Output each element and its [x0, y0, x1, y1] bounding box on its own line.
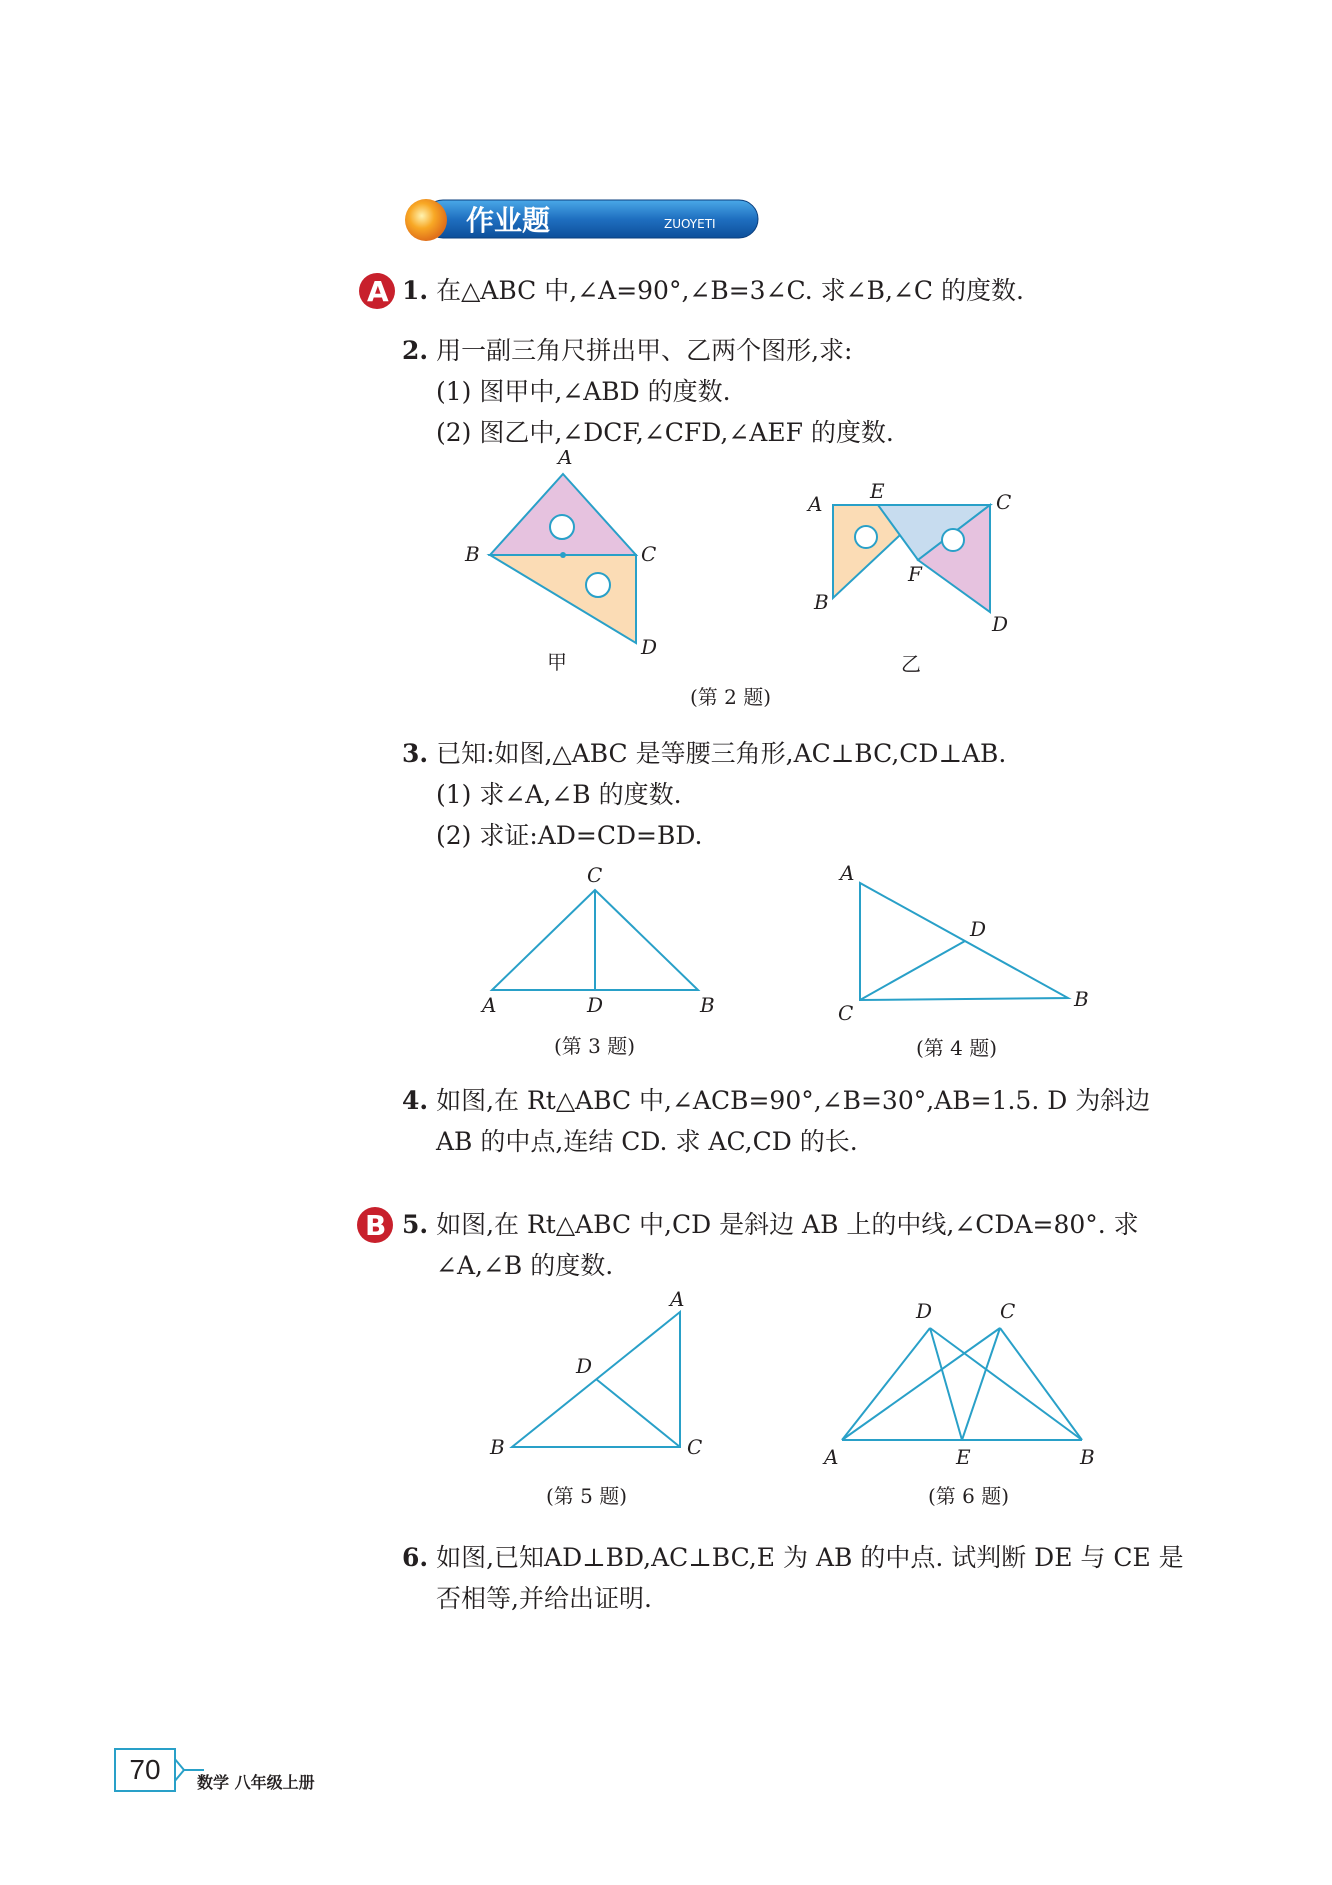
- yi-label-d: D: [992, 612, 1009, 636]
- problem-4-number: 4.: [402, 1086, 429, 1115]
- yi-hole-right: [942, 529, 964, 551]
- problem-2-sub-2: (2) 图乙中,∠DCF,∠CFD,∠AEF 的度数.: [436, 418, 894, 447]
- problem-3-sub-1: (1) 求∠A,∠B 的度数.: [436, 780, 682, 809]
- problem-5-number: 5.: [402, 1210, 429, 1239]
- section-banner: [402, 196, 762, 242]
- problem-2-number: 2.: [402, 336, 429, 365]
- sun-icon: [405, 199, 447, 241]
- fig5-label-d: D: [576, 1354, 593, 1378]
- level-a-badge: [358, 272, 396, 310]
- fig5-label-c: C: [687, 1435, 703, 1459]
- figure-6-caption: (第 6 题): [928, 1484, 1010, 1508]
- fig6-label-a: A: [824, 1445, 839, 1469]
- jia-bottom-triangle: [490, 555, 636, 643]
- fig4-label-a: A: [840, 861, 855, 885]
- problem-3: [402, 737, 1006, 771]
- problem-3-number: 3.: [402, 739, 429, 768]
- page-number: 70: [114, 1748, 176, 1792]
- figure-6: [820, 1290, 1110, 1470]
- jia-label-b: B: [465, 542, 480, 566]
- fig6-label-e: E: [956, 1445, 971, 1469]
- problem-5: [402, 1208, 1139, 1242]
- fig3-label-c: C: [587, 863, 603, 887]
- fig5-label-b: B: [490, 1435, 505, 1459]
- footer-book-title: 数学 八年级上册: [197, 1773, 315, 1792]
- figure-3-caption: (第 3 题): [554, 1034, 636, 1058]
- fig4-label-c: C: [838, 1001, 854, 1025]
- fig3-label-d: D: [587, 993, 604, 1017]
- problem-2: [402, 334, 852, 368]
- problem-1: [402, 274, 1024, 308]
- problem-6: [402, 1541, 1184, 1575]
- problem-1-number: 1.: [402, 276, 429, 305]
- problem-4-line-1: 如图,在 Rt△ABC 中,∠ACB=90°,∠B=30°,AB=1.5. D 为斜边: [436, 1086, 1151, 1115]
- figure-2-yi: [800, 480, 1040, 680]
- fig6-label-d: D: [916, 1299, 933, 1323]
- jia-label-a: A: [558, 450, 573, 469]
- jia-hole-bottom: [586, 573, 610, 597]
- figure-2-jia: [455, 450, 685, 680]
- problem-3-text: 已知:如图,△ABC 是等腰三角形,AC⊥BC,CD⊥AB.: [436, 739, 1007, 768]
- fig4-label-d: D: [970, 917, 987, 941]
- problem-6-number: 6.: [402, 1543, 429, 1572]
- banner-title: 作业题: [466, 204, 551, 237]
- figure-2-caption: (第 2 题): [690, 685, 772, 709]
- figure-4-caption: (第 4 题): [916, 1036, 998, 1060]
- level-a-label: A: [367, 275, 389, 308]
- jia-caption: 甲: [547, 650, 567, 674]
- jia-hole-top: [550, 515, 574, 539]
- fig3-label-b: B: [700, 993, 715, 1017]
- level-b-badge: [356, 1206, 394, 1244]
- figure-5-caption: (第 5 题): [546, 1484, 628, 1508]
- fig3-label-a: A: [482, 993, 497, 1017]
- problem-1-text: 在△ABC 中,∠A=90°,∠B=3∠C. 求∠B,∠C 的度数.: [436, 276, 1024, 305]
- banner-subtitle: ZUOYETI: [664, 217, 716, 231]
- problem-5-line-1: 如图,在 Rt△ABC 中,CD 是斜边 AB 上的中线,∠CDA=80°. 求: [436, 1210, 1139, 1239]
- figure-5: [480, 1282, 710, 1462]
- fig5-label-a: A: [670, 1287, 685, 1311]
- yi-label-c: C: [996, 490, 1012, 514]
- fig6-label-b: B: [1080, 1445, 1095, 1469]
- problem-6-line-2: 否相等,并给出证明.: [436, 1584, 652, 1613]
- problem-4-line-2: AB 的中点,连结 CD. 求 AC,CD 的长.: [436, 1127, 858, 1156]
- problem-5-line-2: ∠A,∠B 的度数.: [436, 1251, 614, 1280]
- problem-2-sub-1: (1) 图甲中,∠ABD 的度数.: [436, 377, 731, 406]
- figure-4: [830, 860, 1090, 1030]
- level-b-label: B: [365, 1209, 387, 1242]
- yi-hole-left: [855, 526, 877, 548]
- problem-6-line-1: 如图,已知AD⊥BD,AC⊥BC,E 为 AB 的中点. 试判断 DE 与 CE 是: [436, 1543, 1184, 1572]
- yi-label-b: B: [814, 590, 829, 614]
- yi-label-a: A: [808, 492, 823, 516]
- yi-caption: 乙: [901, 652, 921, 676]
- yi-label-f: F: [908, 562, 922, 586]
- figure-3: [470, 860, 720, 1020]
- banner-graphic: [402, 196, 762, 242]
- problem-3-sub-2: (2) 求证:AD=CD=BD.: [436, 821, 703, 850]
- jia-label-d: D: [641, 635, 658, 659]
- problem-2-text: 用一副三角尺拼出甲、乙两个图形,求:: [436, 336, 853, 365]
- fig4-label-b: B: [1074, 987, 1089, 1011]
- problem-4: [402, 1084, 1150, 1118]
- yi-label-e: E: [870, 480, 885, 503]
- jia-label-c: C: [641, 542, 657, 566]
- fig6-label-c: C: [1000, 1299, 1016, 1323]
